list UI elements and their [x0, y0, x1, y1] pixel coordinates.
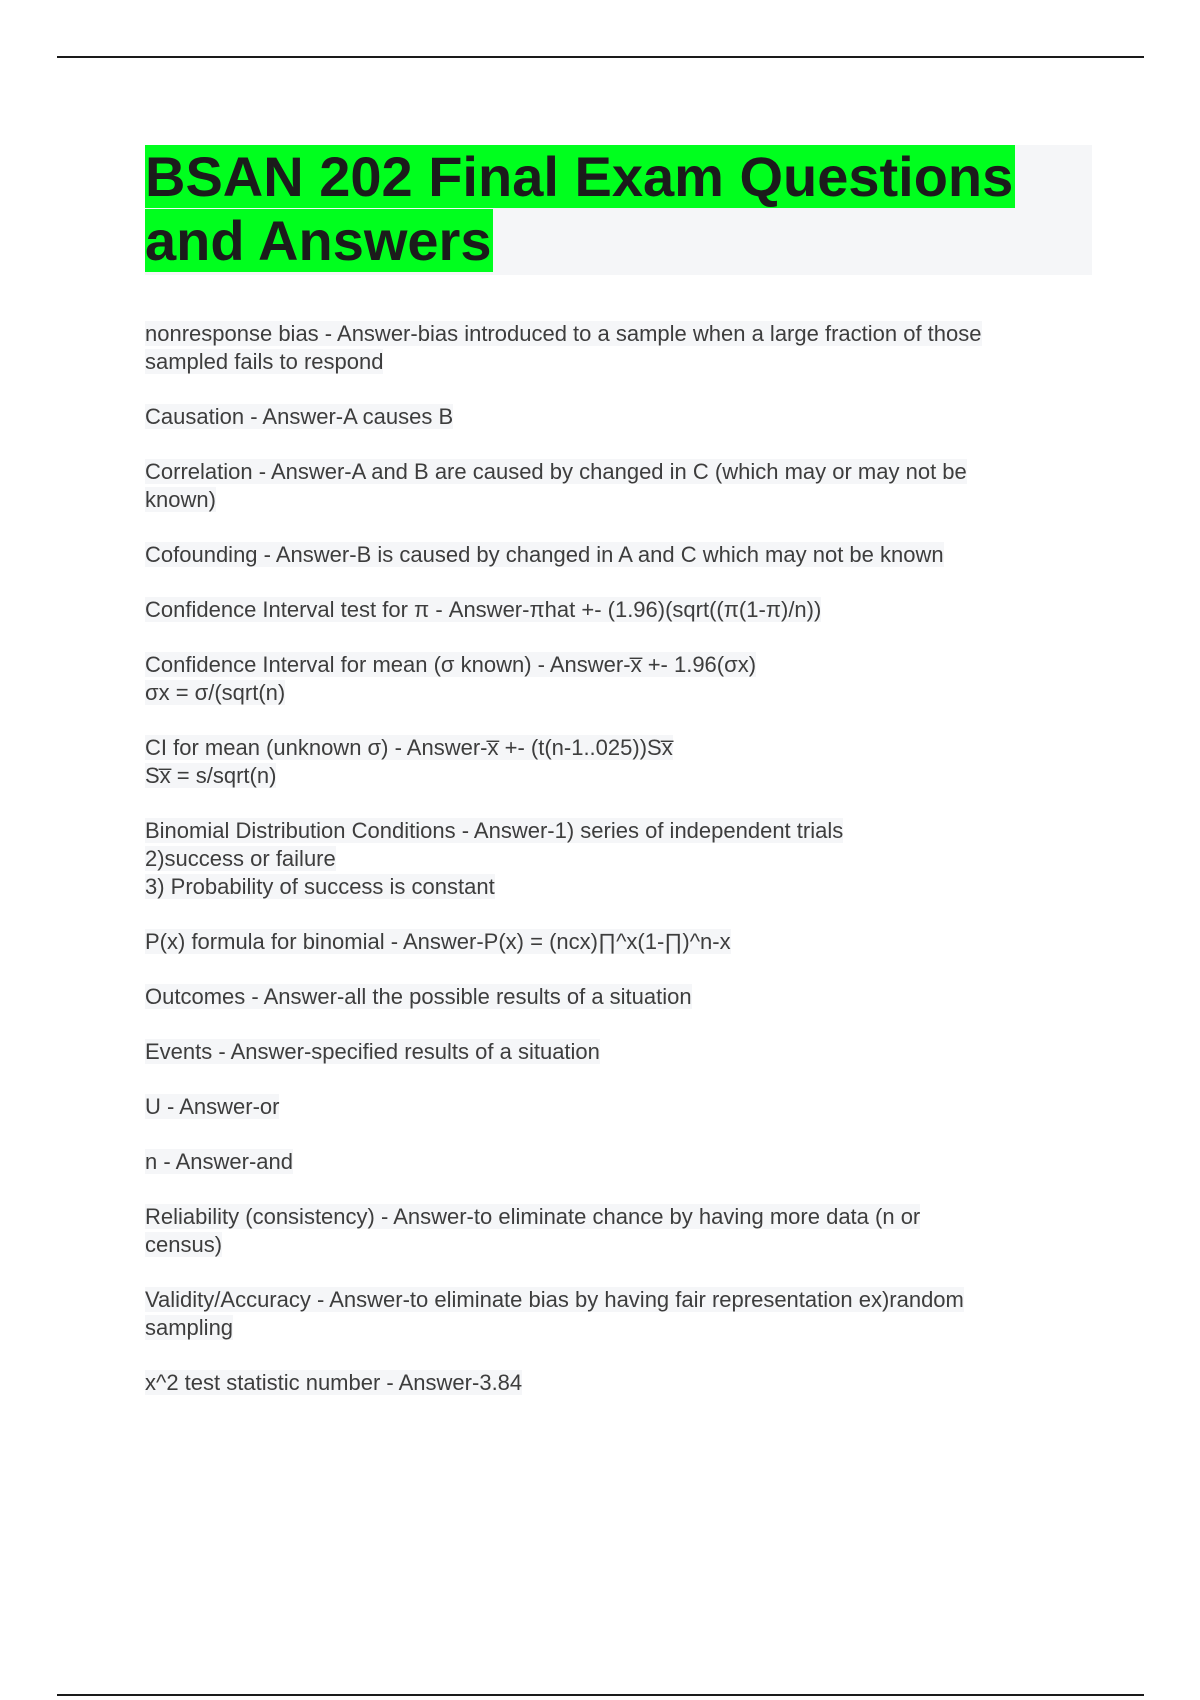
qa-answer-line: and [256, 1149, 293, 1174]
qa-term: U [145, 1094, 161, 1119]
qa-answer-line: bias introduced to a sample when a large fraction of those [417, 321, 982, 346]
qa-line [145, 929, 731, 954]
qa-line [145, 1039, 600, 1064]
page-title [145, 145, 1092, 273]
qa-item [145, 1093, 1075, 1121]
qa-answer-line: specified results of a situation [311, 1039, 600, 1064]
qa-item [145, 1038, 1075, 1066]
qa-answer-line: Sx̅ = s/sqrt(n) [145, 763, 277, 788]
qa-answer-line: all the possible results of a situation [344, 984, 692, 1009]
qa-answer-line: or [259, 1094, 280, 1119]
bottom-rule [57, 1694, 1144, 1696]
qa-answer-line: x̅ +- 1.96(σx) [630, 652, 757, 677]
qa-answer-line: P(x) = (ncx)∏^x(1-∏)^n-x [483, 929, 731, 954]
qa-term: Validity/Accuracy [145, 1287, 311, 1312]
qa-item [145, 1369, 1075, 1397]
qa-term: P(x) formula for binomial [145, 929, 385, 954]
qa-line [145, 321, 982, 346]
qa-separator: - Answer- [157, 1149, 257, 1174]
qa-answer-line: sampling [145, 1315, 234, 1340]
qa-item [145, 651, 1075, 707]
qa-separator: - Answer- [160, 1094, 260, 1119]
qa-item [145, 458, 1075, 514]
qa-list [145, 320, 1075, 1424]
qa-term: x^2 test statistic number [145, 1370, 381, 1395]
qa-line [145, 542, 944, 567]
qa-term: n [145, 1149, 158, 1174]
qa-answer-line: πhat +- (1.96)(sqrt((π(1-π)/n)) [529, 597, 822, 622]
qa-item [145, 1148, 1075, 1176]
qa-term: Causation [145, 404, 245, 429]
qa-separator: - Answer- [252, 459, 352, 484]
qa-separator: - Answer- [244, 404, 344, 429]
qa-separator: - Answer- [257, 542, 357, 567]
qa-item [145, 1203, 1075, 1259]
qa-separator: - Answer- [429, 597, 530, 622]
qa-line [145, 874, 495, 899]
qa-separator: - Answer- [380, 1370, 480, 1395]
qa-line [145, 1370, 522, 1395]
qa-line [145, 404, 453, 429]
qa-term: Outcomes [145, 984, 246, 1009]
qa-answer-line: to eliminate bias by having fair representation ex)random [409, 1287, 964, 1312]
qa-item [145, 1286, 1075, 1342]
qa-item [145, 541, 1075, 569]
qa-separator: - Answer- [245, 984, 345, 1009]
qa-answer-line: known) [145, 487, 216, 512]
qa-answer-line: sampled fails to respond [145, 349, 384, 374]
qa-term: Reliability (consistency) [145, 1204, 375, 1229]
qa-item [145, 596, 1075, 624]
qa-separator: - Answer- [388, 735, 488, 760]
top-rule [57, 56, 1144, 58]
qa-line [145, 597, 821, 622]
qa-term: Cofounding [145, 542, 258, 567]
qa-item [145, 403, 1075, 431]
qa-line [145, 763, 276, 788]
qa-line [145, 1094, 279, 1119]
qa-separator: - Answer- [310, 1287, 410, 1312]
qa-item [145, 983, 1075, 1011]
qa-term: Events [145, 1039, 213, 1064]
qa-separator: - Answer- [318, 321, 418, 346]
qa-answer-line: A and B are caused by changed in C (which may or may not be [351, 459, 967, 484]
qa-line [145, 846, 336, 871]
title-line-1: BSAN 202 Final Exam Questions [145, 145, 1014, 208]
qa-answer-line: A causes B [343, 404, 454, 429]
title-line-2: and Answers [145, 209, 492, 272]
qa-term: nonresponse bias [145, 321, 319, 346]
qa-line [145, 459, 967, 484]
qa-line [145, 1315, 233, 1340]
qa-separator: - Answer- [374, 1204, 474, 1229]
qa-term: Confidence Interval for mean (σ known) [145, 652, 532, 677]
qa-term: Binomial Distribution Conditions [145, 818, 456, 843]
qa-answer-line: σx = σ/(sqrt(n) [145, 680, 286, 705]
qa-item [145, 817, 1075, 901]
qa-separator: - Answer- [455, 818, 555, 843]
qa-answer-line: x̅ +- (t(n-1..025))Sx̅ [487, 735, 673, 760]
qa-item [145, 734, 1075, 790]
qa-answer-line: 1) series of independent trials [554, 818, 844, 843]
qa-line [145, 487, 216, 512]
qa-answer-line: 3) Probability of success is constant [145, 874, 495, 899]
title-block [145, 145, 1092, 275]
qa-term: Correlation [145, 459, 253, 484]
qa-line [145, 818, 843, 843]
qa-item [145, 320, 1075, 376]
qa-line [145, 1287, 964, 1312]
qa-line [145, 1232, 222, 1257]
qa-separator: - Answer- [384, 929, 484, 954]
qa-answer-line: B is caused by changed in A and C which may not be known [356, 542, 944, 567]
qa-term: Confidence Interval test for π [145, 597, 430, 622]
qa-line [145, 984, 692, 1009]
qa-line [145, 735, 673, 760]
qa-item [145, 928, 1075, 956]
qa-answer-line: 3.84 [479, 1370, 523, 1395]
qa-separator: - Answer- [531, 652, 631, 677]
qa-separator: - Answer- [212, 1039, 312, 1064]
qa-line [145, 349, 383, 374]
qa-line [145, 680, 285, 705]
qa-line [145, 652, 756, 677]
qa-answer-line: to eliminate chance by having more data (n or [473, 1204, 921, 1229]
qa-answer-line: 2)success or failure [145, 846, 336, 871]
qa-answer-line: census) [145, 1232, 223, 1257]
qa-term: CI for mean (unknown σ) [145, 735, 389, 760]
qa-line [145, 1149, 293, 1174]
qa-line [145, 1204, 920, 1229]
